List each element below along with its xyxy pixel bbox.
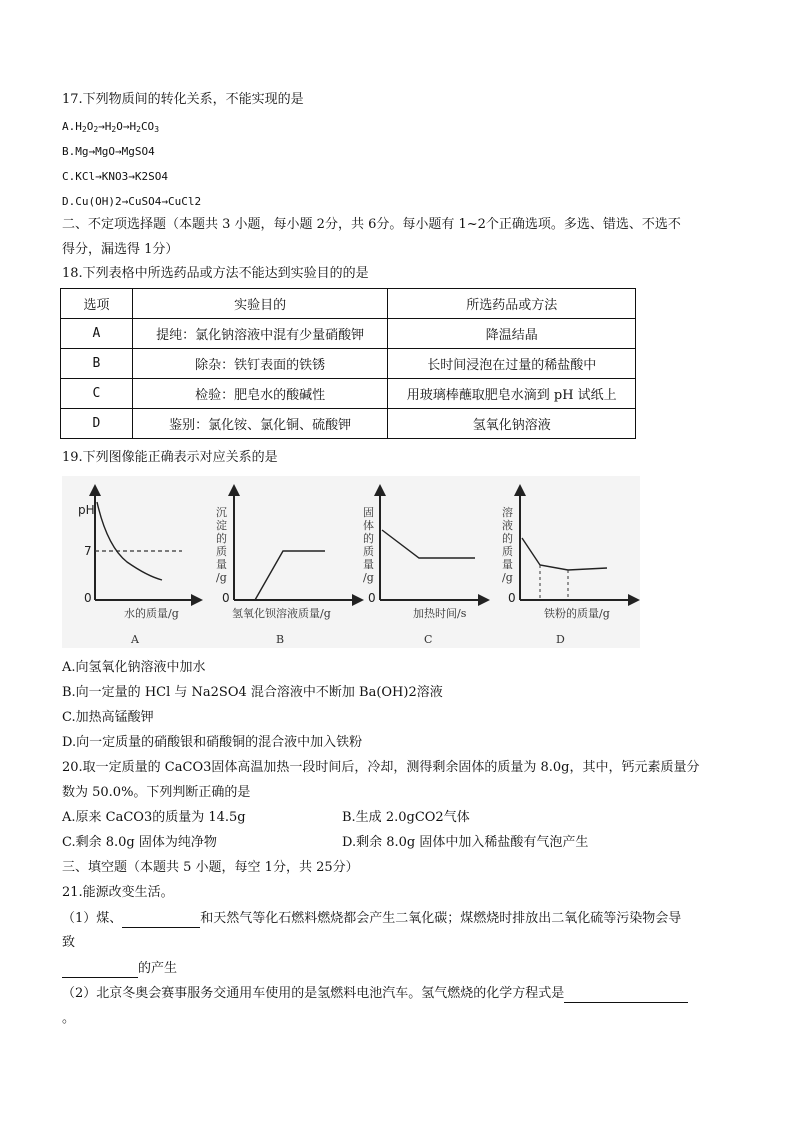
q21-part2-end: 。 [62,1011,76,1026]
q20-option-c: C.剩余 8.0g 固体为纯净物 [62,835,217,850]
graph-d-ylabel-2: 液 [502,519,513,532]
graph-b-caption: B [276,633,285,646]
q21-part1-line1: （1）煤、 和天然气等化石燃料燃烧都会产生二氧化碳；煤燃烧时排放出二氧化硫等污染物会导 [62,911,682,926]
q19-option-d: D.向一定质量的硝酸银和硝酸铜的混合液中加入铁粉 [62,735,363,750]
q17-stem: 17.下列物质间的转化关系，不能实现的是 [62,92,304,107]
graph-b-origin: 0 [222,591,230,605]
table-row: A 提纯：氯化钠溶液中混有少量硝酸钾 降温结晶 [61,319,636,349]
graph-c-caption: C [424,633,433,646]
graph-a-seven-label: 7 [84,544,92,558]
q19-graphs-figure [62,476,640,648]
graph-a-curve [97,502,162,580]
q19-option-a: A.向氢氧化钠溶液中加水 [62,660,206,675]
graph-b-ylabel-3: 的 [216,532,227,545]
graph-c-ylabel-1: 固 [363,506,374,519]
q21-part1-line2: 致 [62,935,76,950]
graph-c-ylabel-3: 的 [363,532,374,545]
answer-blank [122,913,200,928]
graph-c-ylabel-5: 量 [363,558,374,571]
q17-option-a-formula: $H_2O_2\to H_2O\to H_2CO_3$ [75,120,160,134]
graph-b [216,490,358,646]
table-row: D 鉴别：氯化铵、氯化铜、硫酸钾 氢氧化钠溶液 [61,409,636,439]
q17-option-b: B.Mg→MgO→MgSO4 [62,145,155,158]
answer-blank [62,963,138,978]
graph-d-caption: D [556,633,565,646]
section2-heading-line2: 得分，漏选得 1分） [62,242,179,257]
q19-option-b: B.向一定量的 HCl 与 Na2SO4 混合溶液中不断加 Ba(OH)2溶液 [62,685,443,700]
q21-part2-line1: （2）北京冬奥会赛事服务交通用车使用的是氢燃料电池汽车。氢气燃烧的化学方程式是 [62,985,688,1003]
q20-option-a: A.原来 CaCO3的质量为 14.5g [62,810,246,825]
section2-heading-line1: 二、不定项选择题（本题共 3 小题，每小题 2分，共 6分。每小题有 1~2个正确选项。多选、错选、不选不 [62,217,681,232]
graph-c-line [382,530,475,558]
graph-d-line [522,538,607,570]
graph-c-ylabel-4: 质 [363,545,374,558]
graph-b-ylabel-6: /g [216,571,227,584]
q19-stem: 19.下列图像能正确表示对应关系的是 [62,450,278,465]
q20-option-d: D.剩余 8.0g 固体中加入稀盐酸有气泡产生 [342,835,589,850]
q18-header-option: 选项 [61,289,133,319]
q17-option-a-label: A. [62,120,76,133]
table-row: B 除杂：铁钉表面的铁锈 长时间浸泡在过量的稀盐酸中 [61,349,636,379]
q17-option-a [62,118,159,139]
answer-blank [564,988,688,1003]
graph-b-ylabel-2: 淀 [216,519,227,532]
graph-b-line [234,551,325,600]
graph-b-ylabel-1: 沉 [216,506,227,519]
graph-a-caption: A [131,633,139,646]
graph-d-ylabel-1: 溶 [502,506,513,519]
table-row: C 检验：肥皂水的酸碱性 用玻璃棒蘸取肥皂水滴到 pH 试纸上 [61,379,636,409]
q21-part1-line3: 的产生 [62,960,177,978]
q20-option-b: B.生成 2.0gCO2气体 [342,810,470,825]
graph-d-ylabel-6: /g [502,571,513,584]
graph-c-ylabel-6: /g [363,571,374,584]
q20-stem-line2: 数为 50.0%。下列判断正确的是 [62,785,251,800]
graph-a-xlabel: 水的质量/g [124,607,179,620]
graph-d-ylabel-3: 的 [502,532,513,545]
graph-b-xlabel: 氢氧化钡溶液质量/g [232,607,331,620]
q17-option-d: D.Cu(OH)2→CuSO4→CuCl2 [62,195,202,208]
graph-c-ylabel-2: 体 [363,519,374,532]
graph-d-ylabel-4: 质 [502,545,513,558]
q18-stem: 18.下列表格中所选药品或方法不能达到实验目的的是 [62,266,369,281]
q18-table [60,288,636,439]
graph-b-ylabel-5: 量 [216,558,227,571]
graph-c-xlabel: 加热时间/s [413,607,467,620]
q20-stem-line1: 20.取一定质量的 CaCO3固体高温加热一段时间后，冷却，测得剩余固体的质量为 8.0g，其中，钙元素质量分 [62,760,700,775]
graph-d-origin: 0 [508,591,516,605]
graph-c-origin: 0 [368,591,376,605]
graph-c [363,490,484,646]
graph-a [78,490,197,646]
graph-a-ylabel: pH [78,503,95,517]
q18-header-purpose: 实验目的 [132,289,388,319]
section3-heading: 三、填空题（本题共 5 小题，每空 1分，共 25分） [62,860,359,875]
q18-header-method: 所选药品或方法 [388,289,636,319]
q19-option-c: C.加热高锰酸钾 [62,710,154,725]
graph-d-ylabel-5: 量 [502,558,513,571]
graph-d-xlabel: 铁粉的质量/g [544,607,610,620]
graph-b-ylabel-4: 质 [216,545,227,558]
q21-stem: 21.能源改变生活。 [62,885,174,900]
graph-d [502,490,634,646]
graph-a-origin: 0 [84,591,92,605]
q17-option-c: C.KCl→KNO3→K2SO4 [62,170,168,183]
q18-table-header [61,289,636,319]
